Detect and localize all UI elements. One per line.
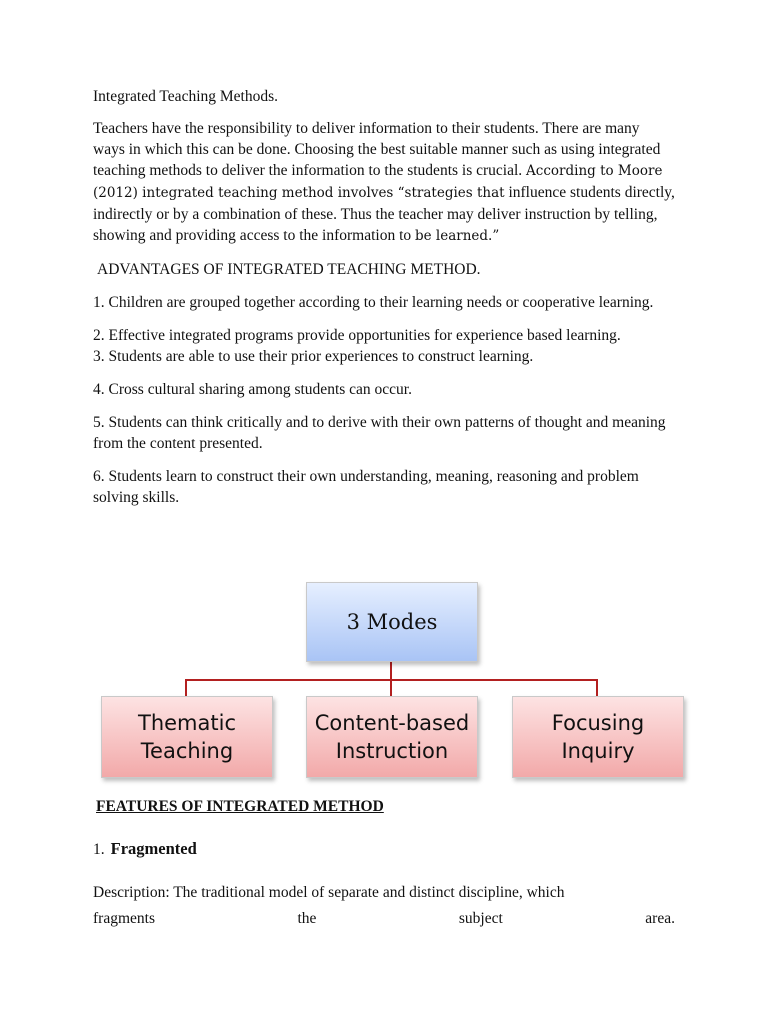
advantage-item-3: 3. Students are able to use their prior experiences to construct learning.: [93, 348, 534, 365]
fragmented-heading: [93, 839, 197, 859]
features-heading: FEATURES OF INTEGRATED METHOD: [96, 798, 384, 815]
diagram-box-thematic: [101, 696, 273, 778]
connector-right: [596, 679, 598, 696]
advantage-item-6: 6. Students learn to construct their own understanding, meaning, reasoning and problem solving skills.: [93, 468, 639, 506]
document-body: [93, 86, 675, 520]
advantage-item-5: 5. Students can think critically and to derive with their own patterns of thought and meaning from the content presented.: [93, 414, 666, 452]
advantage-item-1: 1. Children are grouped together according to their learning needs or cooperative learning.: [93, 294, 654, 311]
diagram-box-content-based: [306, 696, 478, 778]
connector-root-stem: [390, 660, 392, 680]
fragmented-label: Fragmented: [110, 839, 197, 858]
desc-word-fragments: fragments: [93, 910, 155, 927]
advantages-heading: ADVANTAGES OF INTEGRATED TEACHING METHOD.: [97, 261, 481, 278]
fragmented-description-line1: Description: The traditional model of separate and distinct discipline, which: [93, 884, 565, 901]
diagram-root-box: [306, 582, 478, 662]
fragmented-number: 1.: [93, 841, 105, 858]
diagram-box-focusing-inquiry: [512, 696, 684, 778]
intro-quote-end: be learned.”: [415, 228, 500, 244]
connector-horizontal: [185, 679, 598, 681]
connector-middle: [390, 679, 392, 696]
advantage-item-2-3: [93, 325, 675, 367]
intro-quote-middle: influence students directly, indirectly or by a combination of these. Thus the teacher may deliver instruction by telling, showing and providing access to the information to: [93, 184, 675, 244]
content-based-line2: Instruction: [335, 739, 449, 763]
focusing-inquiry-line1: Focusing: [551, 711, 645, 735]
desc-word-the: the: [297, 910, 317, 927]
thematic-line1: Thematic: [138, 711, 236, 735]
page-title: Integrated Teaching Methods.: [93, 88, 279, 105]
thematic-line2: Teaching: [140, 739, 234, 763]
content-based-line1: Content-based: [314, 711, 470, 735]
intro-quote-start: According to Moore (2012) integrated teaching method involves “strategies that: [93, 163, 663, 201]
connector-left: [185, 679, 187, 696]
focusing-inquiry-line2: Inquiry: [561, 739, 635, 763]
diagram-root-label: 3 Modes: [346, 610, 438, 634]
intro-paragraph: [93, 118, 675, 247]
desc-word-area: area.: [645, 910, 675, 927]
advantage-item-4: 4. Cross cultural sharing among students can occur.: [93, 381, 412, 398]
advantage-item-2: 2. Effective integrated programs provide opportunities for experience based learning.: [93, 327, 621, 344]
intro-main-text: Teachers have the responsibility to deliver information to their students. There are many ways in which this can be done. Choosing the best suitable manner such as using integrated teaching methods to deliver the information to the students is crucial.: [93, 120, 661, 179]
fragmented-description-line2: [93, 908, 675, 929]
desc-word-subject: subject: [458, 910, 503, 927]
